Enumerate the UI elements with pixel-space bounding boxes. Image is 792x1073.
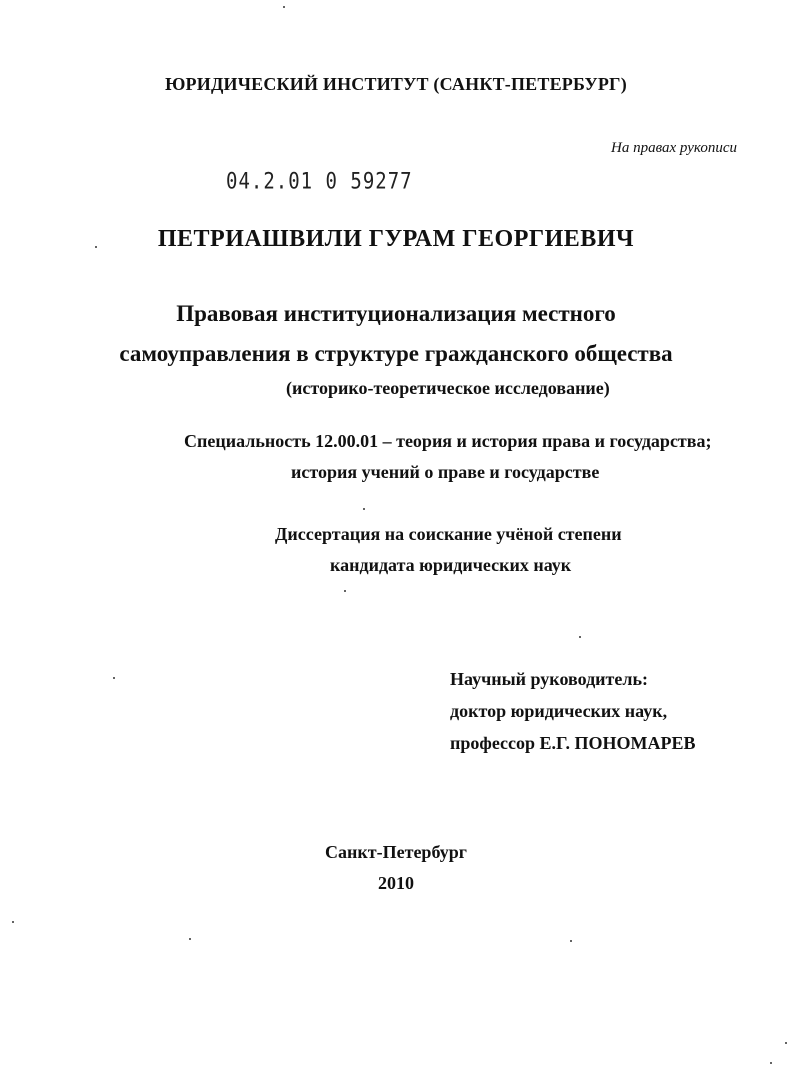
scan-speck (113, 677, 115, 679)
dissertation-degree-line-1: Диссертация на соискание учёной степени (275, 524, 622, 544)
dissertation-degree-line-2: кандидата юридических наук (330, 555, 572, 575)
stamp-number: 04.2.01 0 59277 (226, 169, 413, 195)
scan-speck (189, 938, 191, 940)
specialty-line-1: Специальность 12.00.01 – теория и история права и государства; (184, 431, 712, 451)
advisor-heading: Научный руководитель: (450, 669, 648, 689)
thesis-title-line-2: самоуправления в структуре гражданского общества (119, 341, 673, 366)
specialty-line-2: история учений о праве и государстве (291, 462, 600, 482)
advisor-degree: доктор юридических наук, (450, 701, 668, 721)
year: 2010 (378, 873, 414, 893)
scan-speck (283, 6, 285, 8)
thesis-title-line-1: Правовая институционализация местного (176, 301, 616, 326)
scan-speck (579, 636, 581, 638)
city: Санкт-Петербург (325, 842, 467, 862)
author-name: ПЕТРИАШВИЛИ ГУРАМ ГЕОРГИЕВИЧ (157, 226, 635, 252)
scan-speck (12, 921, 14, 923)
manuscript-note: На правах рукописи (611, 140, 737, 156)
advisor-name: профессор Е.Г. ПОНОМАРЕВ (450, 733, 696, 753)
scan-speck (363, 508, 365, 510)
scan-speck (770, 1062, 772, 1064)
scan-speck (785, 1042, 787, 1044)
scan-speck (95, 246, 97, 248)
scan-speck (570, 940, 572, 942)
institute-name: ЮРИДИЧЕСКИЙ ИНСТИТУТ (САНКТ-ПЕТЕРБУРГ) (165, 74, 627, 94)
scan-speck (344, 590, 346, 592)
thesis-subtitle: (историко-теоретическое исследование) (286, 378, 610, 398)
